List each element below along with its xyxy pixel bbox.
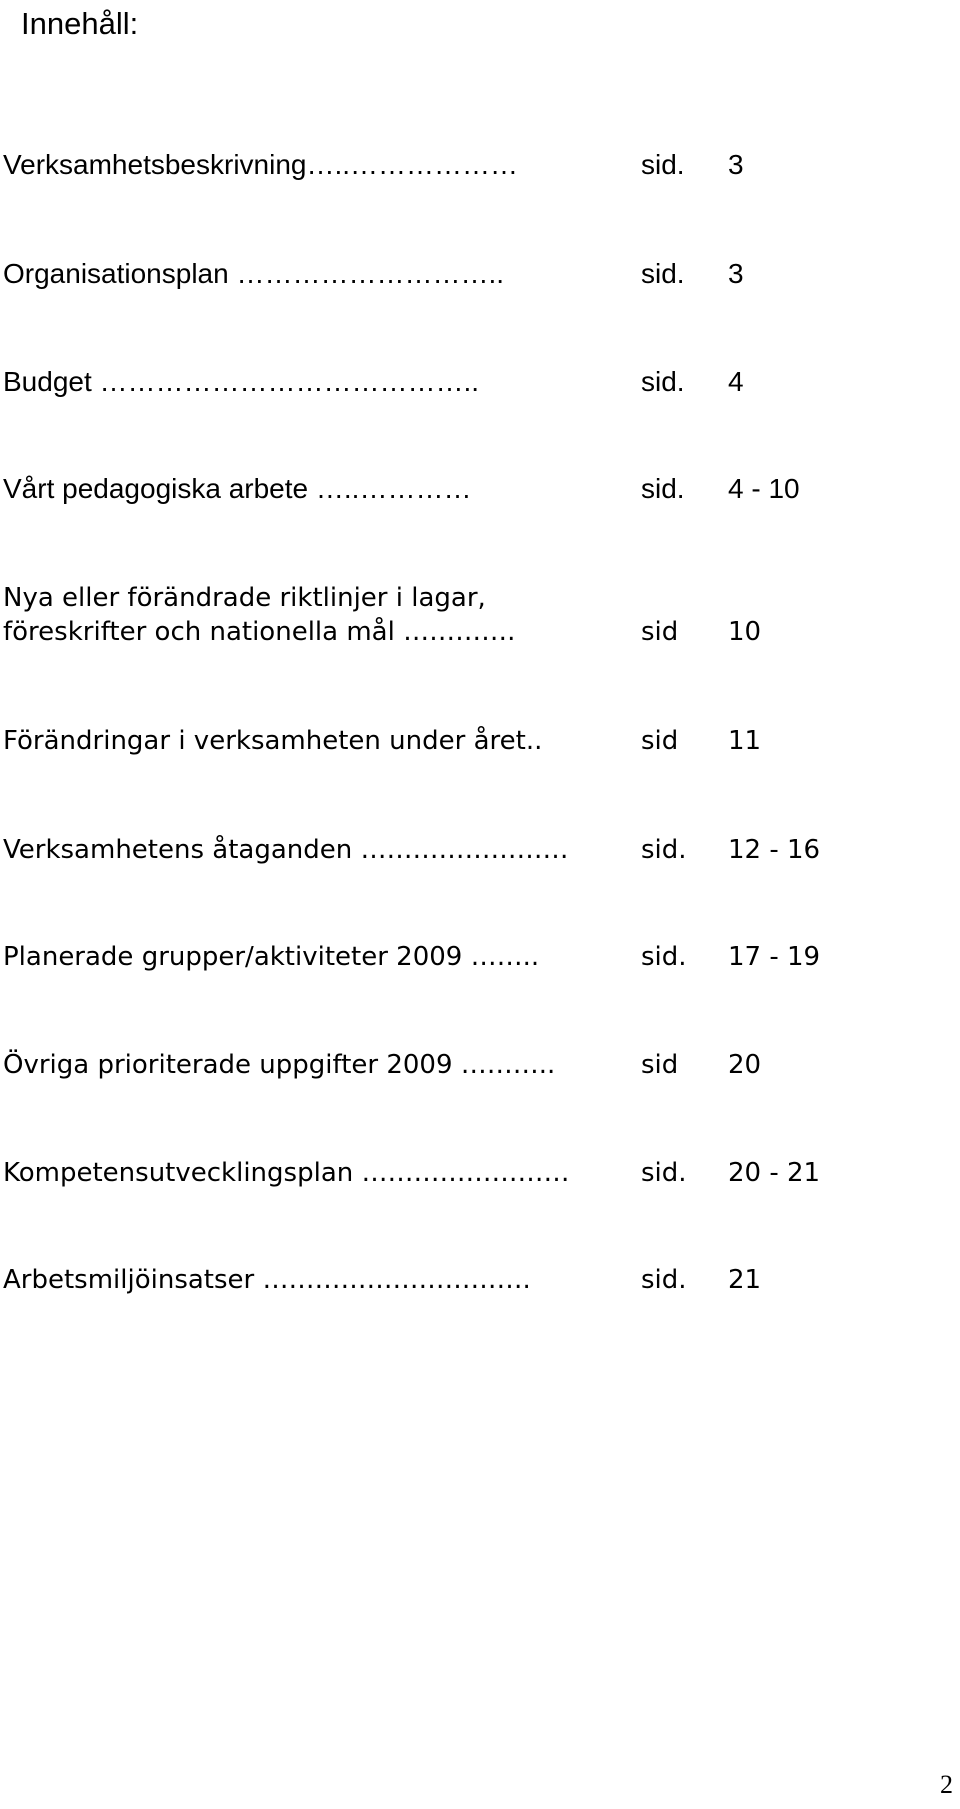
toc-entry-leader: ……………………	[361, 1158, 570, 1188]
toc-entry-sid: sid.	[641, 473, 685, 504]
toc-entry-label: Vårt pedagogiska arbete	[3, 473, 309, 504]
toc-entry-planerade-grupper[interactable]	[3, 940, 821, 974]
toc-entry-leader: ……………………	[360, 835, 569, 865]
toc-entry-label: Planerade grupper/aktiviteter 2009	[3, 942, 463, 972]
toc-entry-page: 4 - 10	[728, 473, 800, 504]
toc-entry-sid: sid.	[641, 149, 685, 180]
toc-entry-leader: ..	[525, 726, 543, 756]
toc-entry-sid: sid.	[641, 835, 687, 865]
toc-entry-sid: sid	[641, 1050, 679, 1080]
toc-entry-verksamhetsbeskrivning[interactable]	[3, 148, 744, 182]
toc-entry-label: Förändringar i verksamheten under året	[3, 726, 526, 756]
toc-entry-vart-pedagogiska-arbete[interactable]	[3, 472, 800, 506]
toc-entry-sid: sid.	[641, 1158, 687, 1188]
toc-entry-label: Organisationsplan	[3, 258, 229, 289]
toc-entry-page: 17 - 19	[728, 942, 821, 972]
toc-entry-leader: …..………………	[306, 149, 519, 180]
toc-entry-label: Budget	[3, 366, 92, 397]
toc-entry-label: Kompetensutvecklingsplan	[3, 1158, 354, 1188]
toc-entry-page: 4	[728, 366, 744, 397]
toc-entry-leader: ………………………….	[262, 1265, 531, 1295]
toc-entry-sid: sid	[641, 726, 679, 756]
toc-entry-label-line1: Nya eller förändrade riktlinjer i lagar,	[3, 583, 486, 613]
toc-entry-page: 20 - 21	[728, 1158, 821, 1188]
toc-entry-forandringar[interactable]	[3, 724, 762, 758]
toc-entry-leader: ………..	[460, 1050, 556, 1080]
toc-entry-leader: ………….	[403, 617, 516, 647]
toc-entry-ataganden[interactable]	[3, 833, 821, 867]
toc-entry-leader: ……..	[470, 942, 540, 972]
toc-entry-ovriga-uppgifter[interactable]	[3, 1048, 762, 1082]
toc-entry-leader: …..…………	[315, 473, 472, 504]
toc-entry-leader: ………………………..	[236, 258, 505, 289]
toc-entry-sid: sid.	[641, 366, 685, 397]
toc-entry-sid: sid.	[641, 1265, 687, 1295]
toc-entry-label: Arbetsmiljöinsatser	[3, 1265, 255, 1295]
toc-entry-page: 3	[728, 258, 744, 289]
page-number: 2	[940, 1770, 953, 1799]
toc-entry-label: Verksamhetens åtaganden	[3, 835, 353, 865]
toc-entry-page: 21	[728, 1265, 762, 1295]
toc-entry-sid: sid.	[641, 258, 685, 289]
toc-entry-label: föreskrifter och nationella mål	[3, 617, 395, 647]
toc-entry-page: 20	[728, 1050, 762, 1080]
toc-entry-page: 11	[728, 726, 762, 756]
toc-entry-page: 10	[728, 617, 762, 647]
toc-entry-organisationsplan[interactable]	[3, 257, 744, 291]
toc-heading: Innehåll:	[21, 6, 139, 41]
toc-entry-sid: sid	[641, 617, 679, 647]
toc-entry-budget[interactable]	[3, 365, 744, 399]
toc-entry-arbetsmiljo[interactable]	[3, 1263, 762, 1297]
toc-entry-leader: …………………………………..	[99, 366, 480, 397]
toc-entry-page: 3	[728, 149, 744, 180]
toc-entry-kompetensutveckling[interactable]	[3, 1156, 821, 1190]
toc-entry-page: 12 - 16	[728, 835, 821, 865]
toc-entry-sid: sid.	[641, 942, 687, 972]
toc-entry-riktlinjer[interactable]	[3, 581, 762, 649]
toc-entry-label: Verksamhetsbeskrivning	[3, 149, 307, 180]
toc-entry-label: Övriga prioriterade uppgifter 2009	[3, 1050, 453, 1080]
